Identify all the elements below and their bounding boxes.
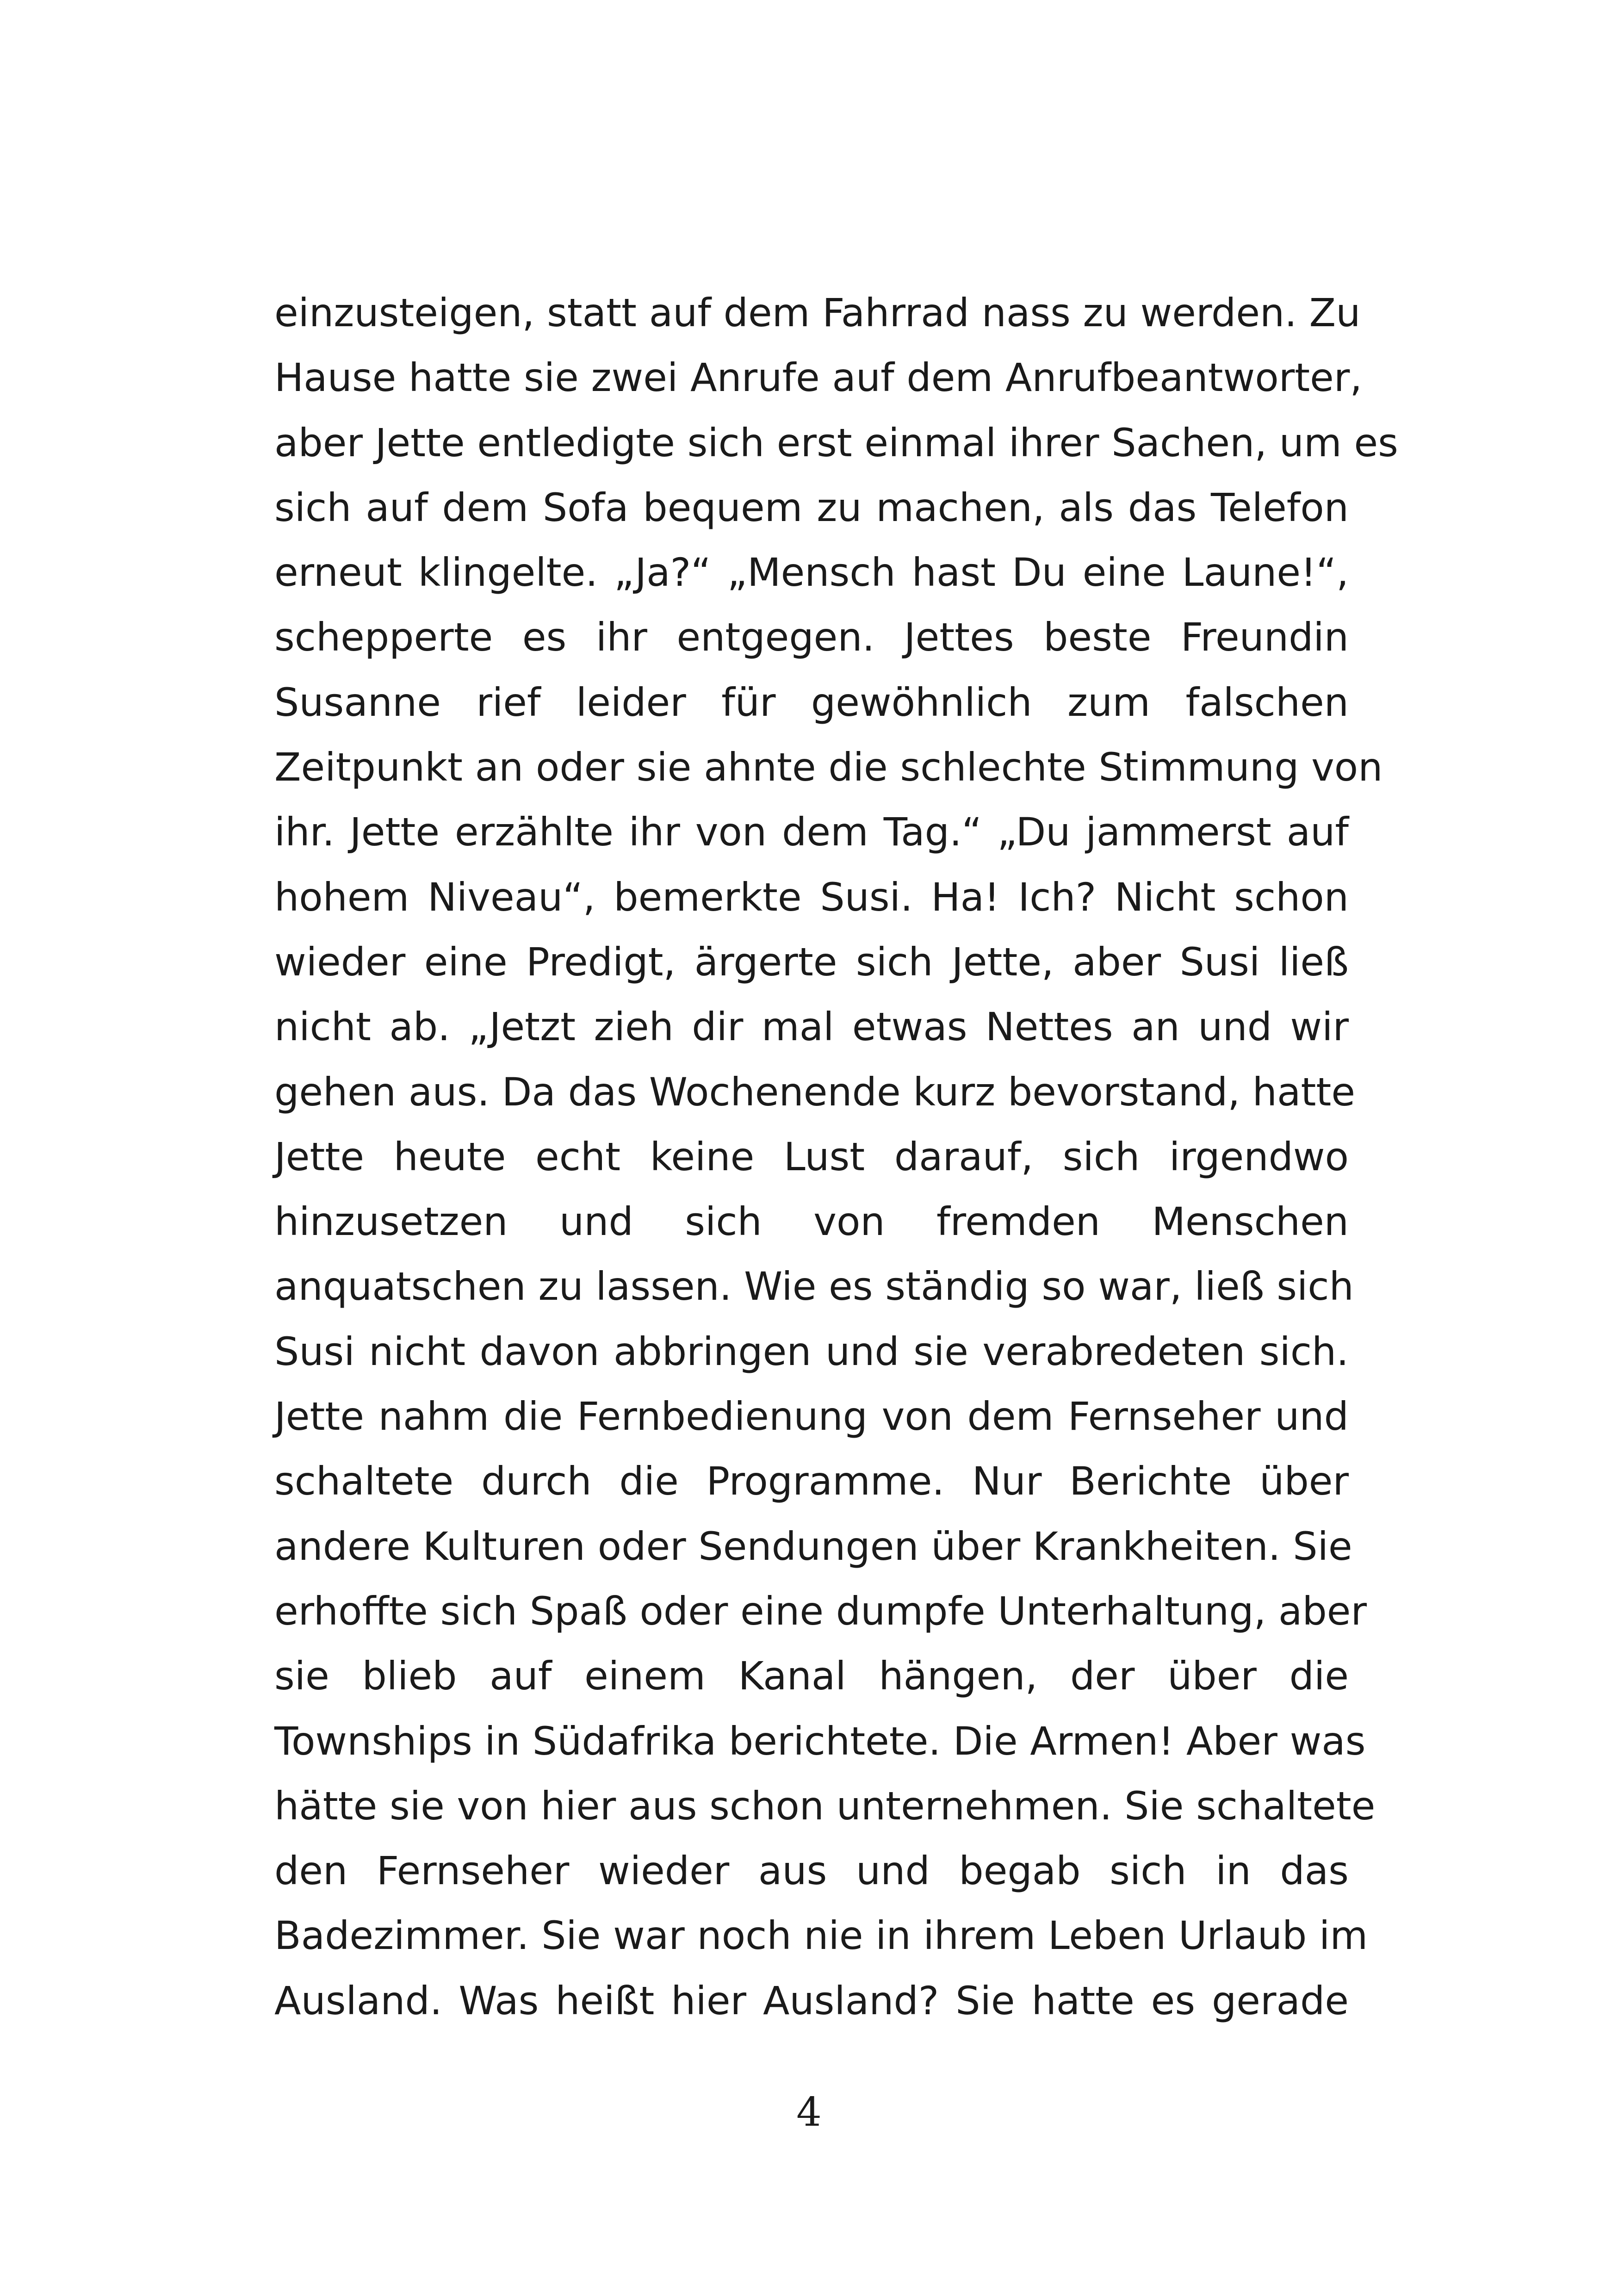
text-line: Badezimmer. Sie war noch nie in ihrem Leben Urlaub im	[274, 1913, 1368, 1959]
text-line: hinzusetzen und sich von fremden Menschen	[274, 1199, 1349, 1245]
text-line: schepperte es ihr entgegen. Jettes beste Freundin	[274, 614, 1349, 660]
page-number: 4	[796, 2089, 822, 2135]
text-line: den Fernseher wieder aus und begab sich in das	[274, 1848, 1349, 1894]
text-line: schaltete durch die Programme. Nur Berichte über	[274, 1458, 1349, 1504]
text-line: andere Kulturen oder Sendungen über Krankheiten. Sie	[274, 1523, 1352, 1569]
body-text	[274, 280, 1398, 2033]
text-line: ihr. Jette erzählte ihr von dem Tag.“ „Du jammerst auf	[274, 809, 1349, 855]
text-line: einzusteigen, statt auf dem Fahrrad nass zu werden. Zu	[274, 290, 1361, 335]
text-line: Susanne rief leider für gewöhnlich zum falschen	[274, 679, 1349, 725]
text-line: Susi nicht davon abbringen und sie verabredeten sich.	[274, 1328, 1349, 1374]
text-line: nicht ab. „Jetzt zieh dir mal etwas Nettes an und wir	[274, 1004, 1349, 1050]
text-line: Townships in Südafrika berichtete. Die Armen! Aber was	[274, 1718, 1366, 1764]
text-line: aber Jette entledigte sich erst einmal ihrer Sachen, um es	[274, 420, 1398, 465]
text-line: hätte sie von hier aus schon unternehmen. Sie schaltete	[274, 1783, 1376, 1829]
text-line: gehen aus. Da das Wochenende kurz bevorstand, hatte	[274, 1069, 1356, 1115]
text-line: wieder eine Predigt, ärgerte sich Jette, aber Susi ließ	[274, 939, 1349, 985]
text-line: Zeitpunkt an oder sie ahnte die schlechte Stimmung von	[274, 745, 1383, 790]
text-line: sich auf dem Sofa bequem zu machen, als das Telefon	[274, 484, 1349, 530]
text-line: erhoffte sich Spaß oder eine dumpfe Unterhaltung, aber	[274, 1588, 1367, 1634]
text-line: Jette nahm die Fernbedienung von dem Fernseher und	[274, 1394, 1349, 1440]
text-line: erneut klingelte. „Ja?“ „Mensch hast Du eine Laune!“,	[274, 550, 1349, 596]
text-line: Hause hatte sie zwei Anrufe auf dem Anrufbeantworter,	[274, 355, 1363, 401]
text-line: sie blieb auf einem Kanal hängen, der über die	[274, 1653, 1349, 1699]
text-line: Jette heute echt keine Lust darauf, sich irgendwo	[274, 1134, 1349, 1179]
text-line: Ausland. Was heißt hier Ausland? Sie hatte es gerade	[274, 1978, 1349, 2023]
text-line: anquatschen zu lassen. Wie es ständig so war, ließ sich	[274, 1264, 1354, 1309]
text-line: hohem Niveau“, bemerkte Susi. Ha! Ich? Nicht schon	[274, 874, 1349, 920]
